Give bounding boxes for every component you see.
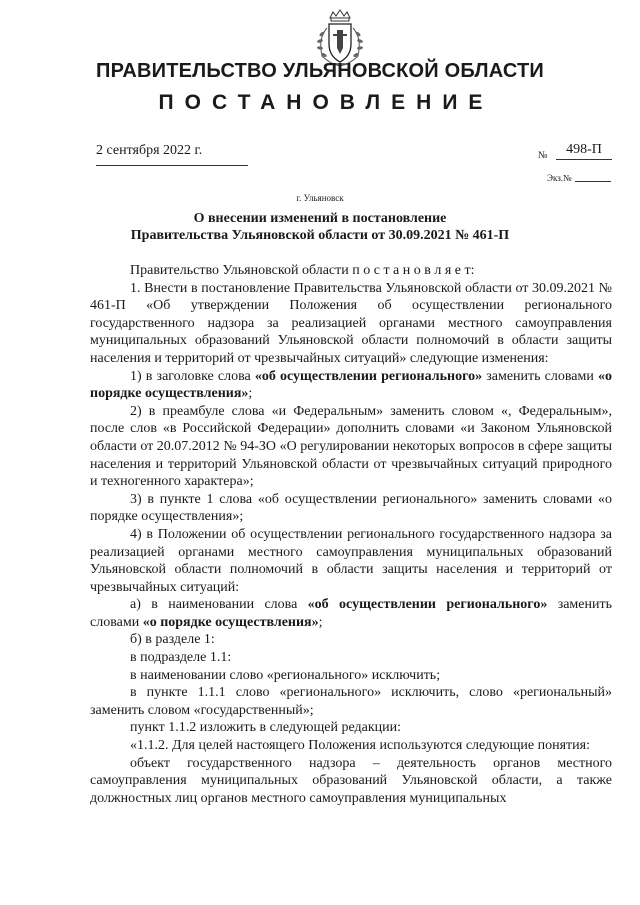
paragraph-12: «1.1.2. Для целей настоящего Положения используются следующие понятия: — [130, 738, 590, 754]
paragraph-1: 1. Внести в постановление Правительства Ульяновской области от 30.09.2021 № 461-П «Об утверждении Положения об осуществлении регионального государственного надзора за реализацией органами местного самоуправления муниципальных образований Ульяновской области полномочий в области защиты населения и территорий от чрезвычайных ситуаций» следующие изменения: — [90, 280, 612, 366]
text-run: ; — [318, 614, 323, 630]
text-run: ; — [248, 386, 253, 402]
copy-number-label: Экз.№ — [547, 173, 572, 183]
heading-line-1: О внесении изменений в постановление — [193, 211, 447, 226]
paragraph-7: б) в разделе 1: — [130, 632, 215, 648]
bold-run: «о порядке осуществления» — [142, 614, 319, 630]
text-run: заменить словами — [90, 597, 612, 630]
paragraph-3: 2) в преамбуле слова «и Федеральным» заменить словом «, Федеральным», после слов «в Российской Федерации» дополнить словами «и Законом Ульяновской области от 20.07.2012 № 94-ЗО «О регулировании некоторых вопросов в сфере защиты населения и территорий Ульяновской области от чрезвычайных ситуаций природного и техногенного характера»; — [90, 403, 612, 490]
paragraph-6 — [90, 596, 612, 631]
bold-run: «об осуществлении регионального» — [254, 368, 483, 384]
number-sign: № — [538, 150, 548, 161]
paragraph-11: пункт 1.1.2 изложить в следующей редакции: — [130, 720, 401, 736]
date-underline — [96, 165, 248, 166]
paragraph-4: 3) в пункте 1 слова «об осуществлении регионального» заменить словами «о порядке осуществления»; — [90, 491, 612, 525]
paragraph-5: 4) в Положении об осуществлении регионального государственного надзора за реализацией органами местного самоуправления муниципальных образований Ульяновской области полномочий в области защиты населения и территорий от чрезвычайных ситуаций: — [90, 526, 612, 595]
paragraph-13: объект государственного надзора – деятельность органов местного самоуправления муниципальных образований Ульяновской области, а также должностных лиц органов местного самоуправления муниципальных — [90, 755, 612, 806]
government-title: ПРАВИТЕЛЬСТВО УЛЬЯНОВСКОЙ ОБЛАСТИ — [96, 60, 544, 82]
paragraph-2 — [90, 368, 612, 403]
city: г. Ульяновск — [296, 193, 344, 203]
document-heading — [0, 210, 640, 244]
text-run: 1) в заголовке слова — [130, 368, 255, 384]
bold-run: «об осуществлении регионального» — [307, 597, 548, 613]
intro-paragraph: Правительство Ульяновской области п о с т а н о в л я е т: — [130, 263, 475, 278]
document-type: ПОСТАНОВЛЕНИЕ — [158, 91, 494, 114]
document-number: 498-П — [556, 142, 612, 160]
document-date: 2 сентября 2022 г. — [96, 143, 203, 158]
paragraph-9: в наименовании слово «регионального» исключить; — [130, 667, 441, 683]
paragraph-8: в подразделе 1.1: — [130, 650, 232, 666]
document-body — [90, 262, 612, 807]
text-run: а) в наименовании слова — [130, 597, 308, 613]
paragraph-10: в пункте 1.1.1 слово «регионального» исключить, слово «региональный» заменить словом «государственный»; — [90, 685, 612, 718]
bold-run: «о порядке осуществления» — [90, 368, 613, 402]
heading-line-2: Правительства Ульяновской области от 30.09.2021 № 461-П — [130, 228, 510, 243]
copy-number-line — [575, 181, 611, 182]
text-run: заменить словами — [482, 368, 599, 384]
